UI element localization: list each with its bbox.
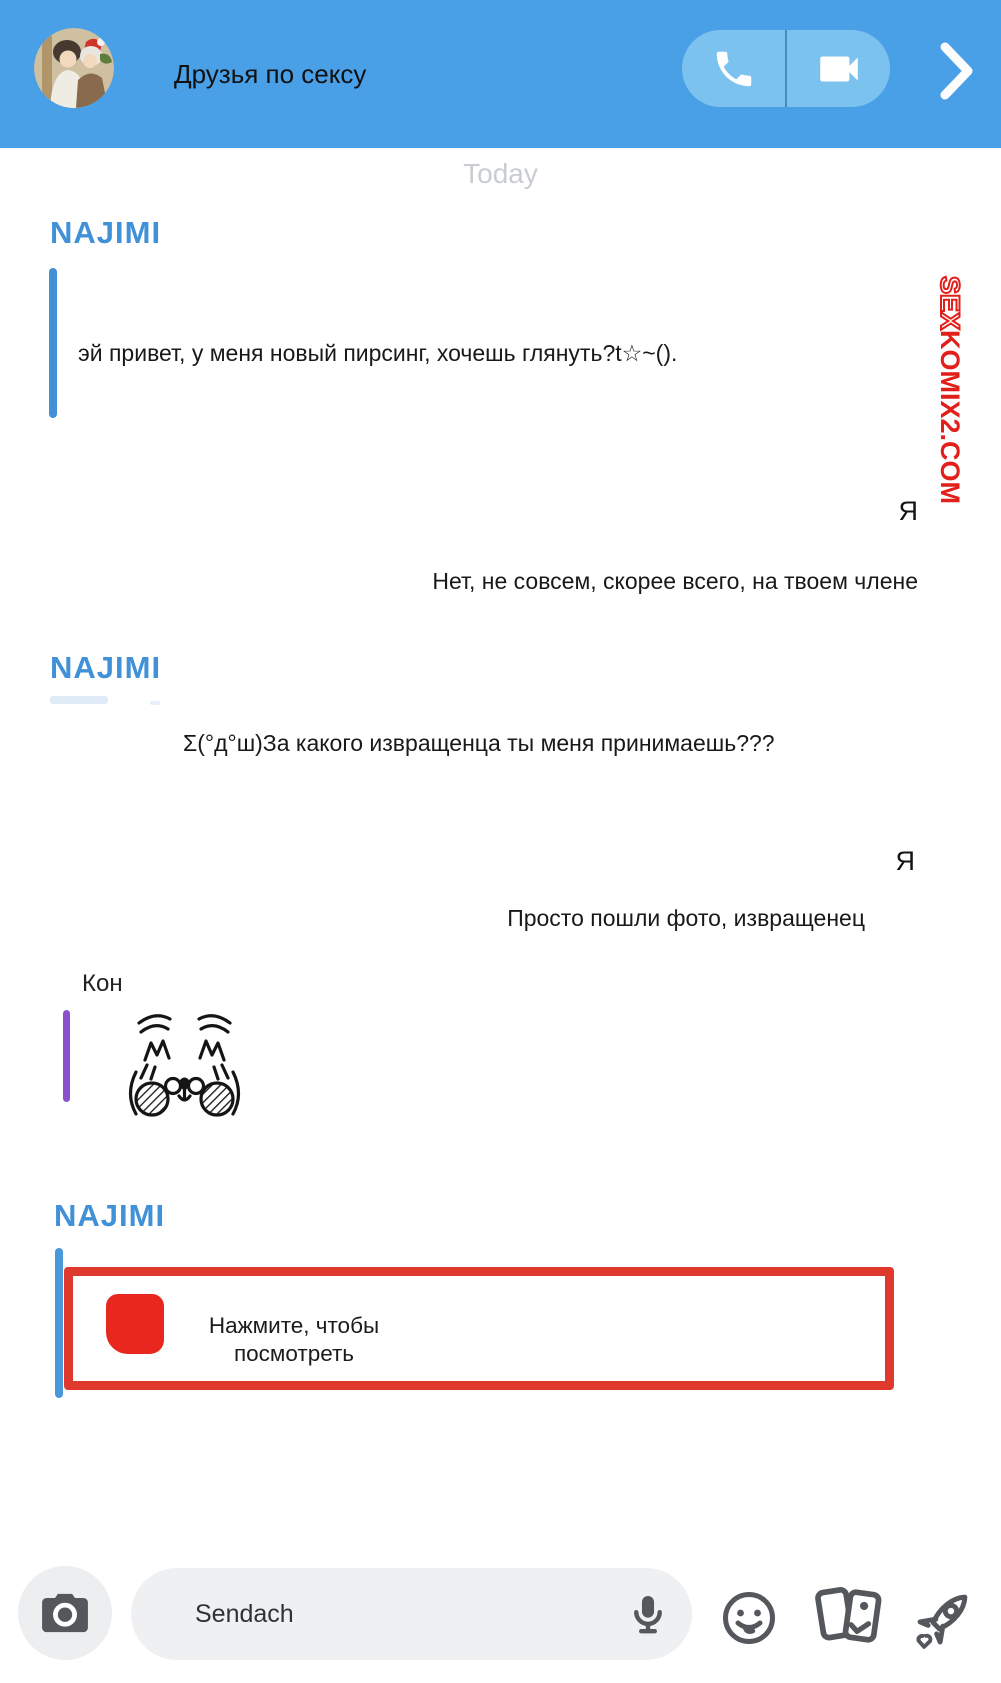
- camera-icon: [40, 1592, 90, 1634]
- message-input-pill: [131, 1568, 692, 1660]
- gallery-button[interactable]: [810, 1582, 888, 1650]
- message-accent-bar: [49, 268, 57, 418]
- watermark-solid-text: KOMIX2.COM: [935, 330, 965, 505]
- emoji-button[interactable]: [720, 1589, 778, 1647]
- sender-name: Кон: [82, 970, 123, 997]
- sender-name: NAJIMI: [54, 1198, 166, 1233]
- camera-button[interactable]: [18, 1566, 112, 1660]
- sender-name: NAJIMI: [50, 215, 162, 250]
- avatar-image: [34, 28, 114, 108]
- video-call-button[interactable]: [785, 30, 890, 107]
- chevron-right-icon: [938, 42, 976, 100]
- chat-header: [0, 0, 1001, 148]
- phone-icon: [711, 46, 757, 92]
- forward-button[interactable]: [938, 42, 976, 100]
- message-text: эй привет, у меня новый пирсинг, хочешь глянуть?t☆~().: [78, 340, 678, 366]
- attachment-label: Нажмите, чтобы посмотреть: [208, 1313, 380, 1366]
- chat-title: Друзья по сексу: [174, 58, 367, 89]
- message-accent-bar: [63, 1010, 70, 1102]
- message-input[interactable]: [193, 1599, 626, 1630]
- video-camera-icon: [814, 44, 864, 94]
- sender-name: NAJIMI: [50, 650, 162, 685]
- microphone-icon: [626, 1586, 670, 1642]
- date-divider: Today: [463, 158, 538, 189]
- contact-avatar[interactable]: [34, 28, 114, 108]
- rocket-button[interactable]: [908, 1582, 980, 1654]
- watermark-outline-text: SEX: [935, 276, 965, 331]
- rocket-icon: [909, 1583, 979, 1653]
- smiley-face-icon: [721, 1590, 777, 1646]
- site-watermark: [934, 276, 965, 504]
- sender-name: Я: [895, 846, 915, 876]
- message-accent-bar: [55, 1248, 63, 1398]
- call-actions-pill: [682, 30, 890, 107]
- cropped-text-artifact: [50, 696, 108, 704]
- message-text: Просто пошли фото, извращенец: [507, 905, 865, 931]
- hidden-image-attachment[interactable]: [64, 1267, 894, 1390]
- message-text: Σ(°д°ш)За какого извращенца ты меня принимаешь???: [183, 730, 775, 756]
- photo-cards-icon: [812, 1583, 886, 1649]
- message-text: Нет, не совсем, скорее всего, на твоем члене: [432, 568, 918, 594]
- sender-name: Я: [898, 496, 918, 526]
- blurred-thumbnail: [106, 1294, 164, 1354]
- cropped-text-artifact: [150, 701, 160, 705]
- blushing-cat-kaomoji: [112, 1006, 257, 1123]
- voice-call-button[interactable]: [682, 30, 785, 107]
- mic-button[interactable]: [626, 1586, 670, 1642]
